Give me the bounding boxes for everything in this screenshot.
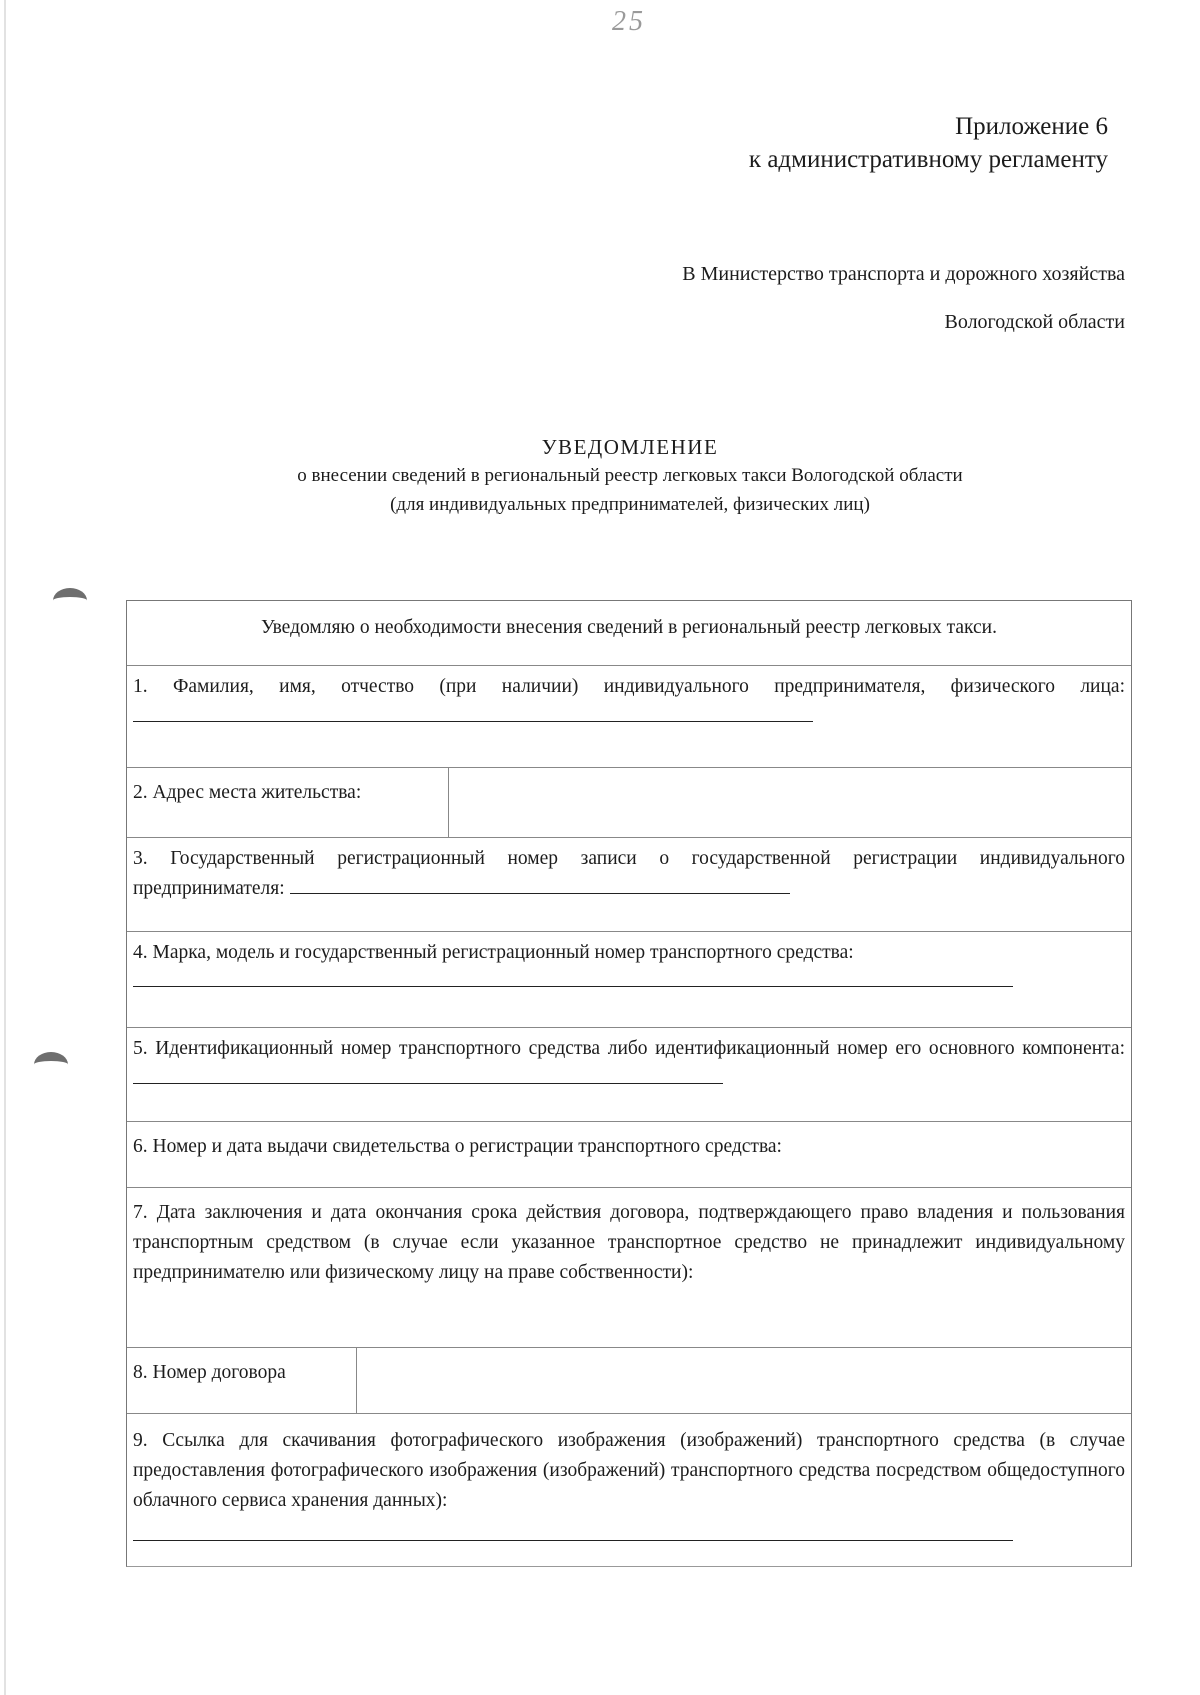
notification-form xyxy=(126,600,1132,1567)
photo-link-label: 9. Ссылка для скачивания фотографического изображения (изображений) транспортного средства (в случае предоставления фотографического изображения (изображений) транспортного средства посредством общедоступного облачного сервиса хранения данных): xyxy=(133,1430,1125,1511)
form-row-7 xyxy=(127,1188,1131,1348)
contract-number-label: 8. Номер договора xyxy=(127,1348,357,1413)
document-subtitle-line2: (для индивидуальных предпринимателей, физических лиц) xyxy=(390,494,870,515)
addressee-ministry: В Министерство транспорта и дорожного хозяйства xyxy=(682,263,1125,285)
vehicle-make-model-field[interactable] xyxy=(133,986,1013,987)
form-row-1-cell xyxy=(127,666,1131,732)
full-name-label: 1. Фамилия, имя, отчество (при наличии) индивидуального предпринимателя, физического лица: xyxy=(133,676,1125,697)
document-title-block xyxy=(130,433,1130,519)
registration-record-label: 3. Государственный регистрационный номер записи о государственной регистрации индивидуального предпринимателя: xyxy=(133,848,1125,899)
residence-address-label: 2. Адрес места жительства: xyxy=(127,768,449,837)
form-intro-text: Уведомляю о необходимости внесения сведений в региональный реестр легковых такси. xyxy=(260,617,997,638)
punch-hole-mark-top xyxy=(53,588,87,613)
contract-number-field[interactable] xyxy=(357,1348,1131,1413)
form-row-1 xyxy=(127,666,1131,768)
form-row-5-cell xyxy=(127,1028,1131,1094)
punch-hole-mark-bottom xyxy=(34,1052,68,1077)
document-subtitle-line1: о внесении сведений в региональный реестр легковых такси Вологодской области xyxy=(297,465,963,486)
photo-link-field[interactable] xyxy=(133,1540,1013,1541)
form-row-5 xyxy=(127,1028,1131,1122)
residence-address-field[interactable] xyxy=(449,768,1131,837)
form-row-3 xyxy=(127,838,1131,932)
full-name-field[interactable] xyxy=(133,703,813,722)
contract-dates-label[interactable]: 7. Дата заключения и дата окончания срока действия договора, подтверждающего право владения и пользования транспортным средством (в случае если указанное транспортное средство не принадлежит индивидуальному предпринимателю или физическому лицу на праве собственности): xyxy=(133,1202,1125,1283)
document-title: УВЕДОМЛЕНИЕ xyxy=(541,435,719,459)
form-row-4-cell xyxy=(127,932,1131,987)
form-intro-row xyxy=(127,601,1131,666)
appendix-number: Приложение 6 xyxy=(955,113,1108,140)
vehicle-make-model-label: 4. Марка, модель и государственный регистрационный номер транспортного средства: xyxy=(133,942,854,963)
appendix-reference: к административному регламенту xyxy=(748,146,1108,173)
appendix-header xyxy=(749,110,1108,176)
form-row-9-cell xyxy=(127,1414,1131,1541)
vin-label: 5. Идентификационный номер транспортного средства либо идентификационный номер его основного компонента: xyxy=(133,1038,1125,1059)
page-binding-edge xyxy=(4,0,6,1695)
form-row-6 xyxy=(127,1122,1131,1188)
form-row-9 xyxy=(127,1414,1131,1566)
form-row-4 xyxy=(127,932,1131,1028)
form-row-3-cell xyxy=(127,838,1131,904)
page-number: 25 xyxy=(612,6,646,37)
registration-record-field[interactable] xyxy=(290,875,790,894)
addressee-region: Вологодской области xyxy=(944,311,1125,333)
vin-field[interactable] xyxy=(133,1065,723,1084)
form-row-2 xyxy=(127,768,1131,838)
addressee-block xyxy=(682,250,1125,346)
form-row-8 xyxy=(127,1348,1131,1414)
registration-certificate-label[interactable]: 6. Номер и дата выдачи свидетельства о регистрации транспортного средства: xyxy=(133,1136,782,1157)
